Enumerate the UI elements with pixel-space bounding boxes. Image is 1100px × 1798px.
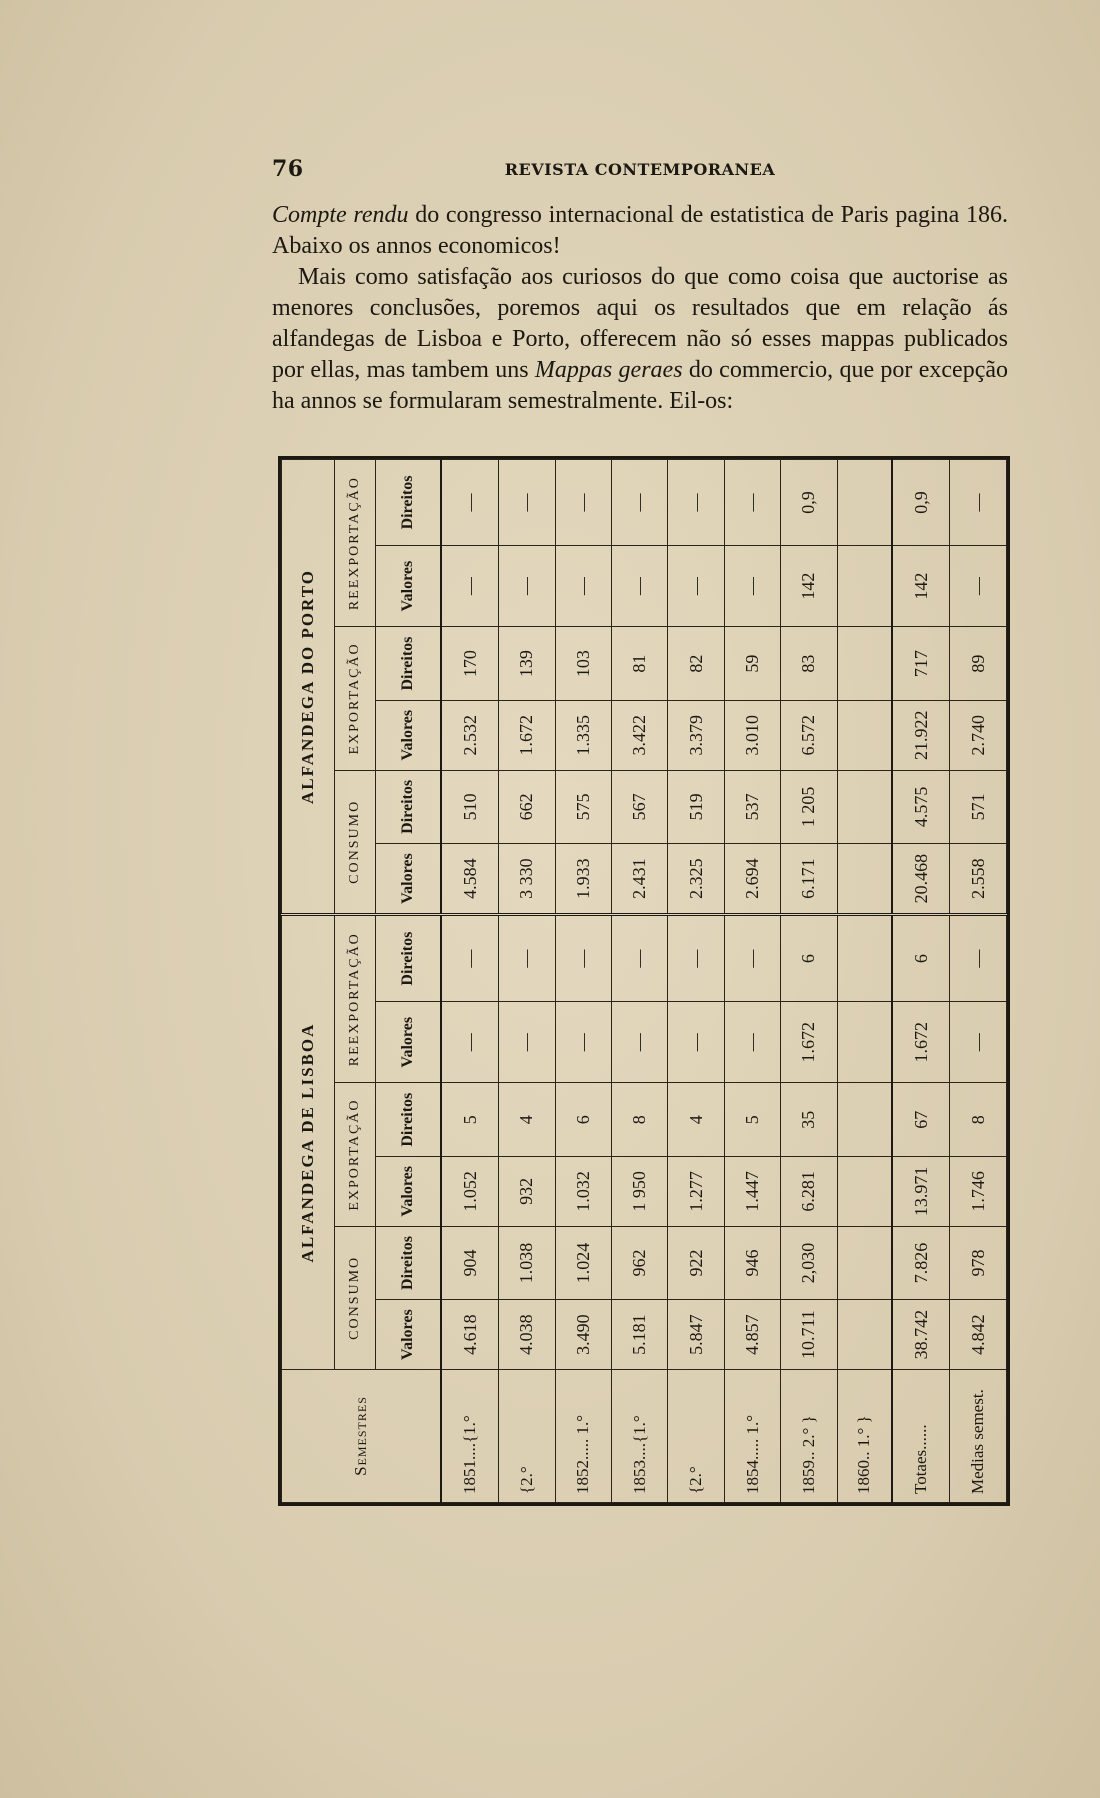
table-cell: 2.558 xyxy=(950,844,1007,915)
table-cell xyxy=(837,627,892,701)
statistics-table xyxy=(281,459,1007,1503)
table-cell: 5.181 xyxy=(612,1300,668,1370)
table-cell: 1.038 xyxy=(499,1226,555,1300)
row-label: 1859.. 2.° } xyxy=(781,1370,837,1503)
table-cell: 932 xyxy=(499,1156,555,1226)
table-cell: 3.490 xyxy=(555,1300,611,1370)
table-cell: 1.335 xyxy=(555,700,611,770)
table-cell: 4 xyxy=(499,1083,555,1157)
table-cell: 978 xyxy=(950,1226,1007,1300)
table-cell: 4.857 xyxy=(724,1300,780,1370)
section-header: CONSUMO xyxy=(335,1226,376,1369)
table-cell: 575 xyxy=(555,770,611,844)
section-header: REEXPORTAÇÃO xyxy=(335,915,376,1083)
table-cell: 1.447 xyxy=(724,1156,780,1226)
table-cell: 38.742 xyxy=(892,1300,950,1370)
row-label: 1860.. 1.° } xyxy=(837,1370,892,1503)
paragraph-2 xyxy=(272,262,1008,417)
subheader: Valores xyxy=(376,1156,442,1226)
table-cell: 139 xyxy=(499,627,555,701)
table-cell: 0,9 xyxy=(892,460,950,546)
table-cell: 2.325 xyxy=(668,844,724,915)
totals-row xyxy=(892,460,950,1503)
emphasis-mappas-geraes: Mappas geraes xyxy=(534,357,683,383)
table-cell: 2,030 xyxy=(781,1226,837,1300)
table-cell: — xyxy=(668,915,724,1002)
table-cell: 21.922 xyxy=(892,700,950,770)
table-cell: — xyxy=(950,460,1007,546)
table-cell: 6 xyxy=(555,1083,611,1157)
body-text xyxy=(272,200,1008,417)
subheader: Direitos xyxy=(376,915,442,1002)
table-cell xyxy=(837,915,892,1002)
table-cell: 89 xyxy=(950,627,1007,701)
table-cell: — xyxy=(668,1002,724,1083)
table-cell: 3.379 xyxy=(668,700,724,770)
subheader: Direitos xyxy=(376,627,442,701)
table-row xyxy=(724,460,780,1503)
table-cell: 20.468 xyxy=(892,844,950,915)
table-cell xyxy=(837,1083,892,1157)
table-row xyxy=(555,460,611,1503)
page-number: 76 xyxy=(272,156,304,182)
table-cell: 103 xyxy=(555,627,611,701)
table-cell: — xyxy=(499,1002,555,1083)
table-cell: 6 xyxy=(781,915,837,1002)
table-cell: — xyxy=(499,915,555,1002)
table-cell: 1 205 xyxy=(781,770,837,844)
table-cell: 5 xyxy=(441,1083,499,1157)
row-label: 1853....{1.° xyxy=(612,1370,668,1503)
subheader: Valores xyxy=(376,844,442,915)
table-cell: 3.422 xyxy=(612,700,668,770)
row-label: Totaes...... xyxy=(892,1370,950,1503)
table-cell: 5 xyxy=(724,1083,780,1157)
table-cell: — xyxy=(668,460,724,546)
running-title: REVISTA CONTEMPORANEA xyxy=(504,160,776,179)
statistics-table-frame xyxy=(278,456,1010,1506)
row-label: 1852..... 1.° xyxy=(555,1370,611,1503)
table-cell: 7.826 xyxy=(892,1226,950,1300)
table-cell: — xyxy=(441,545,499,626)
table-cell: — xyxy=(724,1002,780,1083)
section-header: EXPORTAÇÃO xyxy=(335,627,376,770)
subheader: Direitos xyxy=(376,770,442,844)
table-cell: 83 xyxy=(781,627,837,701)
table-cell: 1.032 xyxy=(555,1156,611,1226)
table-cell: 6 xyxy=(892,915,950,1002)
table-cell xyxy=(837,1002,892,1083)
table-cell: 10.711 xyxy=(781,1300,837,1370)
table-cell: 6.281 xyxy=(781,1156,837,1226)
table-cell xyxy=(837,700,892,770)
table-cell: 59 xyxy=(724,627,780,701)
table-cell: 8 xyxy=(612,1083,668,1157)
table-cell: 1.672 xyxy=(499,700,555,770)
table-cell: — xyxy=(499,545,555,626)
table-cell: — xyxy=(612,1002,668,1083)
table-cell: 13.971 xyxy=(892,1156,950,1226)
section-header: REEXPORTAÇÃO xyxy=(335,460,376,627)
table-cell: — xyxy=(441,1002,499,1083)
table-cell: — xyxy=(555,1002,611,1083)
section-header: CONSUMO xyxy=(335,770,376,914)
table-cell: 8 xyxy=(950,1083,1007,1157)
table-cell: 3.010 xyxy=(724,700,780,770)
subheader: Direitos xyxy=(376,1226,442,1300)
customs-lisboa-header: ALFANDEGA DE LISBOA xyxy=(282,915,335,1370)
table-cell: 946 xyxy=(724,1226,780,1300)
table-row xyxy=(612,460,668,1503)
table-cell: — xyxy=(950,1002,1007,1083)
table-cell xyxy=(837,545,892,626)
table-cell: 1 950 xyxy=(612,1156,668,1226)
table-cell: — xyxy=(724,915,780,1002)
row-label: {2.° xyxy=(499,1370,555,1503)
table-cell: 571 xyxy=(950,770,1007,844)
table-body xyxy=(441,460,1007,1503)
table-cell: — xyxy=(724,545,780,626)
table-cell: 537 xyxy=(724,770,780,844)
table-cell: — xyxy=(612,915,668,1002)
paragraph-2-text-b: do commercio, que por excepção ha annos se formularam semestralmente. Eil-os: xyxy=(272,357,1008,414)
table-cell: 2.431 xyxy=(612,844,668,915)
table-cell: 1.024 xyxy=(555,1226,611,1300)
table-cell: 5.847 xyxy=(668,1300,724,1370)
paragraph-1-text: do congresso internacional de estatistica de Paris pagina 186. Abaixo os annos economicos! xyxy=(272,202,1009,259)
table-cell: 6.572 xyxy=(781,700,837,770)
table-cell: 142 xyxy=(892,545,950,626)
table-row xyxy=(668,460,724,1503)
page-header xyxy=(272,156,1008,186)
table-row xyxy=(781,460,837,1503)
table-cell: 6.171 xyxy=(781,844,837,915)
table-row xyxy=(837,460,892,1503)
table-cell: 4.618 xyxy=(441,1300,499,1370)
table-cell: 67 xyxy=(892,1083,950,1157)
table-cell: 4.842 xyxy=(950,1300,1007,1370)
table-cell: 1.672 xyxy=(892,1002,950,1083)
table-cell: 35 xyxy=(781,1083,837,1157)
table-cell: — xyxy=(555,460,611,546)
table-cell: 142 xyxy=(781,545,837,626)
table-cell: — xyxy=(724,460,780,546)
table-cell: 0,9 xyxy=(781,460,837,546)
table-cell: 717 xyxy=(892,627,950,701)
table-cell xyxy=(837,844,892,915)
rotated-table-container xyxy=(281,453,1013,1503)
table-cell: 81 xyxy=(612,627,668,701)
table-cell: 904 xyxy=(441,1226,499,1300)
table-cell: — xyxy=(612,545,668,626)
table-cell: 962 xyxy=(612,1226,668,1300)
table-cell: — xyxy=(950,545,1007,626)
means-row xyxy=(950,460,1007,1503)
table-cell: 82 xyxy=(668,627,724,701)
table-cell xyxy=(837,770,892,844)
section-header: EXPORTAÇÃO xyxy=(335,1083,376,1226)
table-cell: 4.584 xyxy=(441,844,499,915)
table-cell: 662 xyxy=(499,770,555,844)
table-row xyxy=(499,460,555,1503)
subheader: Valores xyxy=(376,1002,442,1083)
emphasis-compte-rendu: Compte rendu xyxy=(272,202,409,228)
subheader: Valores xyxy=(376,1300,442,1370)
table-cell: 4 xyxy=(668,1083,724,1157)
table-cell: — xyxy=(499,460,555,546)
table-cell: 922 xyxy=(668,1226,724,1300)
row-label: 1854..... 1.° xyxy=(724,1370,780,1503)
subheader: Direitos xyxy=(376,460,442,546)
table-cell: 1.672 xyxy=(781,1002,837,1083)
table-cell: 519 xyxy=(668,770,724,844)
table-cell xyxy=(837,1300,892,1370)
subheader: Direitos xyxy=(376,1083,442,1157)
table-cell: — xyxy=(555,915,611,1002)
table-cell: 1.052 xyxy=(441,1156,499,1226)
table-cell xyxy=(837,1226,892,1300)
table-cell: 1.933 xyxy=(555,844,611,915)
table-cell: — xyxy=(612,460,668,546)
subheader: Valores xyxy=(376,545,442,626)
row-label: Medias semest. xyxy=(950,1370,1007,1503)
table-cell xyxy=(837,1156,892,1226)
customs-porto-header: ALFANDEGA DO PORTO xyxy=(282,460,335,915)
table-cell: 1.746 xyxy=(950,1156,1007,1226)
table-cell: 4.038 xyxy=(499,1300,555,1370)
table-cell: — xyxy=(668,545,724,626)
row-label: {2.° xyxy=(668,1370,724,1503)
table-cell: — xyxy=(441,460,499,546)
table-cell: 2.694 xyxy=(724,844,780,915)
table-cell xyxy=(837,460,892,546)
row-label: 1851....{1.° xyxy=(441,1370,499,1503)
paragraph-1 xyxy=(272,200,1008,262)
paragraph-2-text-a: Mais como satisfação aos curiosos do que como coisa que auctorise as menores conclusões, poremos aqui os resultados que em relação ás alfandegas de Lisboa e Porto, offerecem não só esses mappas publicados por ellas, mas tambem uns xyxy=(272,264,1008,383)
table-cell: — xyxy=(950,915,1007,1002)
table-cell: 4.575 xyxy=(892,770,950,844)
table-cell: 567 xyxy=(612,770,668,844)
table-cell: 510 xyxy=(441,770,499,844)
table-cell: 170 xyxy=(441,627,499,701)
table-row xyxy=(441,460,499,1503)
subheader: Valores xyxy=(376,700,442,770)
table-cell: 2.740 xyxy=(950,700,1007,770)
table-cell: — xyxy=(441,915,499,1002)
table-cell: — xyxy=(555,545,611,626)
table-cell: 2.532 xyxy=(441,700,499,770)
table-cell: 3 330 xyxy=(499,844,555,915)
table-cell: 1.277 xyxy=(668,1156,724,1226)
semesters-header: Semestres xyxy=(282,1370,442,1503)
